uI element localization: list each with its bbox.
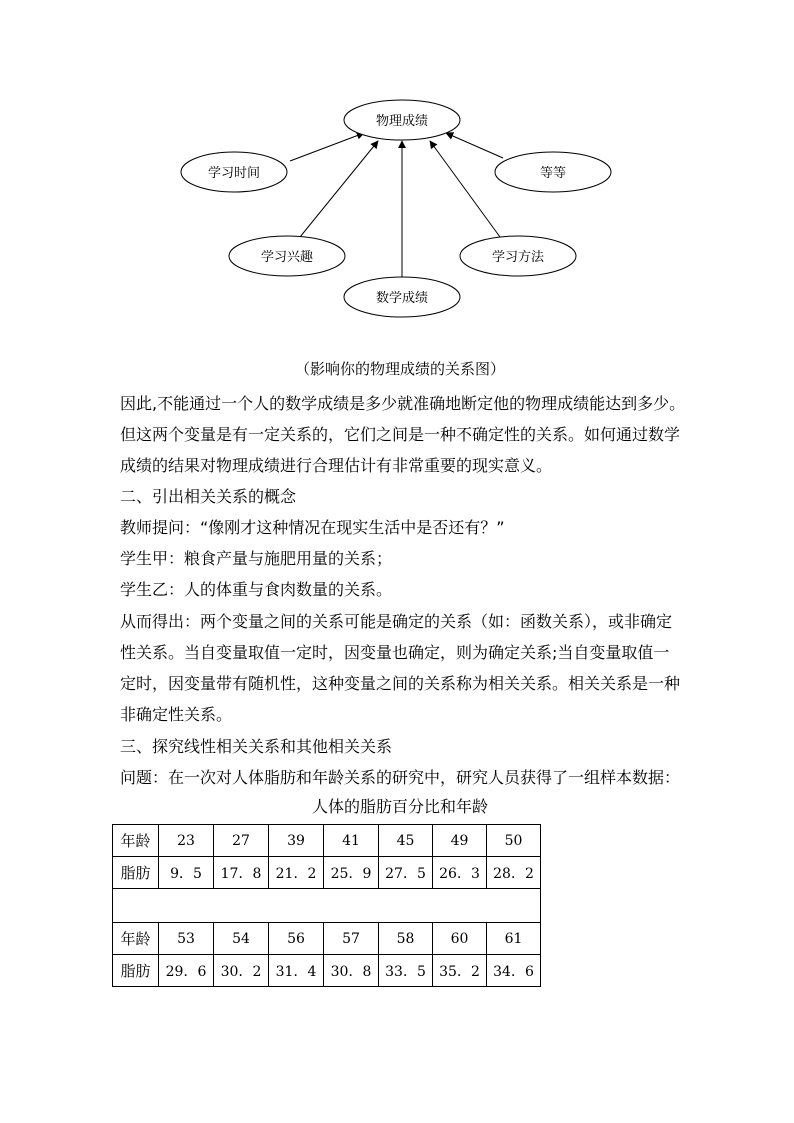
paragraph-line: 定时，因变量带有随机性，这种变量之间的关系称为相关关系。相关关系是一种: [120, 674, 681, 693]
node-etc-label: 等等: [539, 166, 567, 181]
fat-cell: 21．2: [269, 857, 324, 889]
paragraph-line: 性关系。当自变量取值一定时，因变量也确定，则为确定关系;当自变量取值一: [120, 643, 670, 662]
arrow-interest-to-physics: [300, 141, 378, 237]
paragraph-line: 非确定性关系。: [120, 705, 233, 724]
table-title: 人体的脂肪百分比和年龄: [311, 797, 488, 816]
table-spacer-row: [113, 889, 541, 923]
paragraph-line: 学生乙：人的体重与食肉数量的关系。: [120, 580, 393, 599]
age-cell: 57: [324, 923, 379, 955]
arrow-method-to-physics: [430, 141, 500, 237]
age-cell: 56: [269, 923, 324, 955]
fat-cell: 30．8: [324, 955, 379, 987]
relationship-diagram: [0, 0, 794, 340]
node-math-score: [344, 277, 460, 317]
paragraph-line: 教师提问：“像刚才这种情况在现实生活中是否还有？”: [120, 518, 505, 537]
fat-cell: 29．6: [159, 955, 214, 987]
empty-cell: [113, 889, 541, 923]
age-fat-table: [112, 824, 541, 987]
diagram-caption: （影响你的物理成绩的关系图）: [294, 360, 505, 378]
fat-cell: 27．5: [379, 857, 433, 889]
section-heading: 三、探究线性相关关系和其他相关关系: [120, 737, 393, 756]
age-cell: 23: [159, 825, 214, 857]
node-study-interest-label: 学习兴趣: [260, 250, 314, 265]
section-heading: 二、引出相关关系的概念: [120, 487, 297, 506]
table-row: [113, 825, 541, 857]
node-study-interest: [229, 236, 345, 276]
age-cell: 27: [214, 825, 269, 857]
node-physics-label: 物理成绩: [375, 114, 429, 129]
paragraph-line: 问题：在一次对人体脂肪和年龄关系的研究中，研究人员获得了一组样本数据：: [120, 768, 681, 787]
arrow-etc-to-physics: [446, 133, 503, 158]
paragraph-line: 但这两个变量是有一定关系的，它们之间是一种不确定性的关系。如何通过数学: [120, 425, 681, 444]
fat-cell: 30．2: [214, 955, 269, 987]
node-study-time: [181, 152, 287, 192]
fat-cell: 26．3: [433, 857, 487, 889]
fat-cell: 28．2: [487, 857, 541, 889]
node-etc: [495, 152, 611, 192]
node-math-score-label: 数学成绩: [375, 291, 429, 306]
row-label-age: 年龄: [113, 825, 159, 857]
fat-cell: 25．9: [324, 857, 379, 889]
fat-cell: 34．6: [487, 955, 541, 987]
fat-cell: 31．4: [269, 955, 324, 987]
age-cell: 39: [269, 825, 324, 857]
node-study-method: [460, 236, 576, 276]
fat-cell: 33．5: [379, 955, 433, 987]
age-cell: 50: [487, 825, 541, 857]
age-cell: 60: [433, 923, 487, 955]
fat-cell: 17．8: [214, 857, 269, 889]
fat-cell: 35．2: [433, 955, 487, 987]
age-cell: 41: [324, 825, 379, 857]
age-cell: 61: [487, 923, 541, 955]
paragraph-line: 因此,不能通过一个人的数学成绩是多少就准确地断定他的物理成绩能达到多少。: [120, 394, 686, 413]
paragraph-line: 成绩的结果对物理成绩进行合理估计有非常重要的现实意义。: [120, 456, 553, 475]
node-study-method-label: 学习方法: [491, 250, 545, 265]
age-cell: 45: [379, 825, 433, 857]
age-cell: 49: [433, 825, 487, 857]
row-label-fat: 脂肪: [113, 857, 159, 889]
table-row: [113, 955, 541, 987]
row-label-fat: 脂肪: [113, 955, 159, 987]
table-row: [113, 857, 541, 889]
node-physics: [344, 100, 460, 140]
age-cell: 54: [214, 923, 269, 955]
row-label-age: 年龄: [113, 923, 159, 955]
fat-cell: 9．5: [159, 857, 214, 889]
node-study-time-label: 学习时间: [207, 166, 261, 181]
paragraph-line: 学生甲：粮食产量与施肥用量的关系；: [120, 549, 393, 568]
paragraph-line: 从而得出：两个变量之间的关系可能是确定的关系（如：函数关系），或非确定: [120, 612, 673, 631]
age-cell: 58: [379, 923, 433, 955]
table-row: [113, 923, 541, 955]
arrow-time-to-physics: [290, 133, 364, 161]
age-cell: 53: [159, 923, 214, 955]
